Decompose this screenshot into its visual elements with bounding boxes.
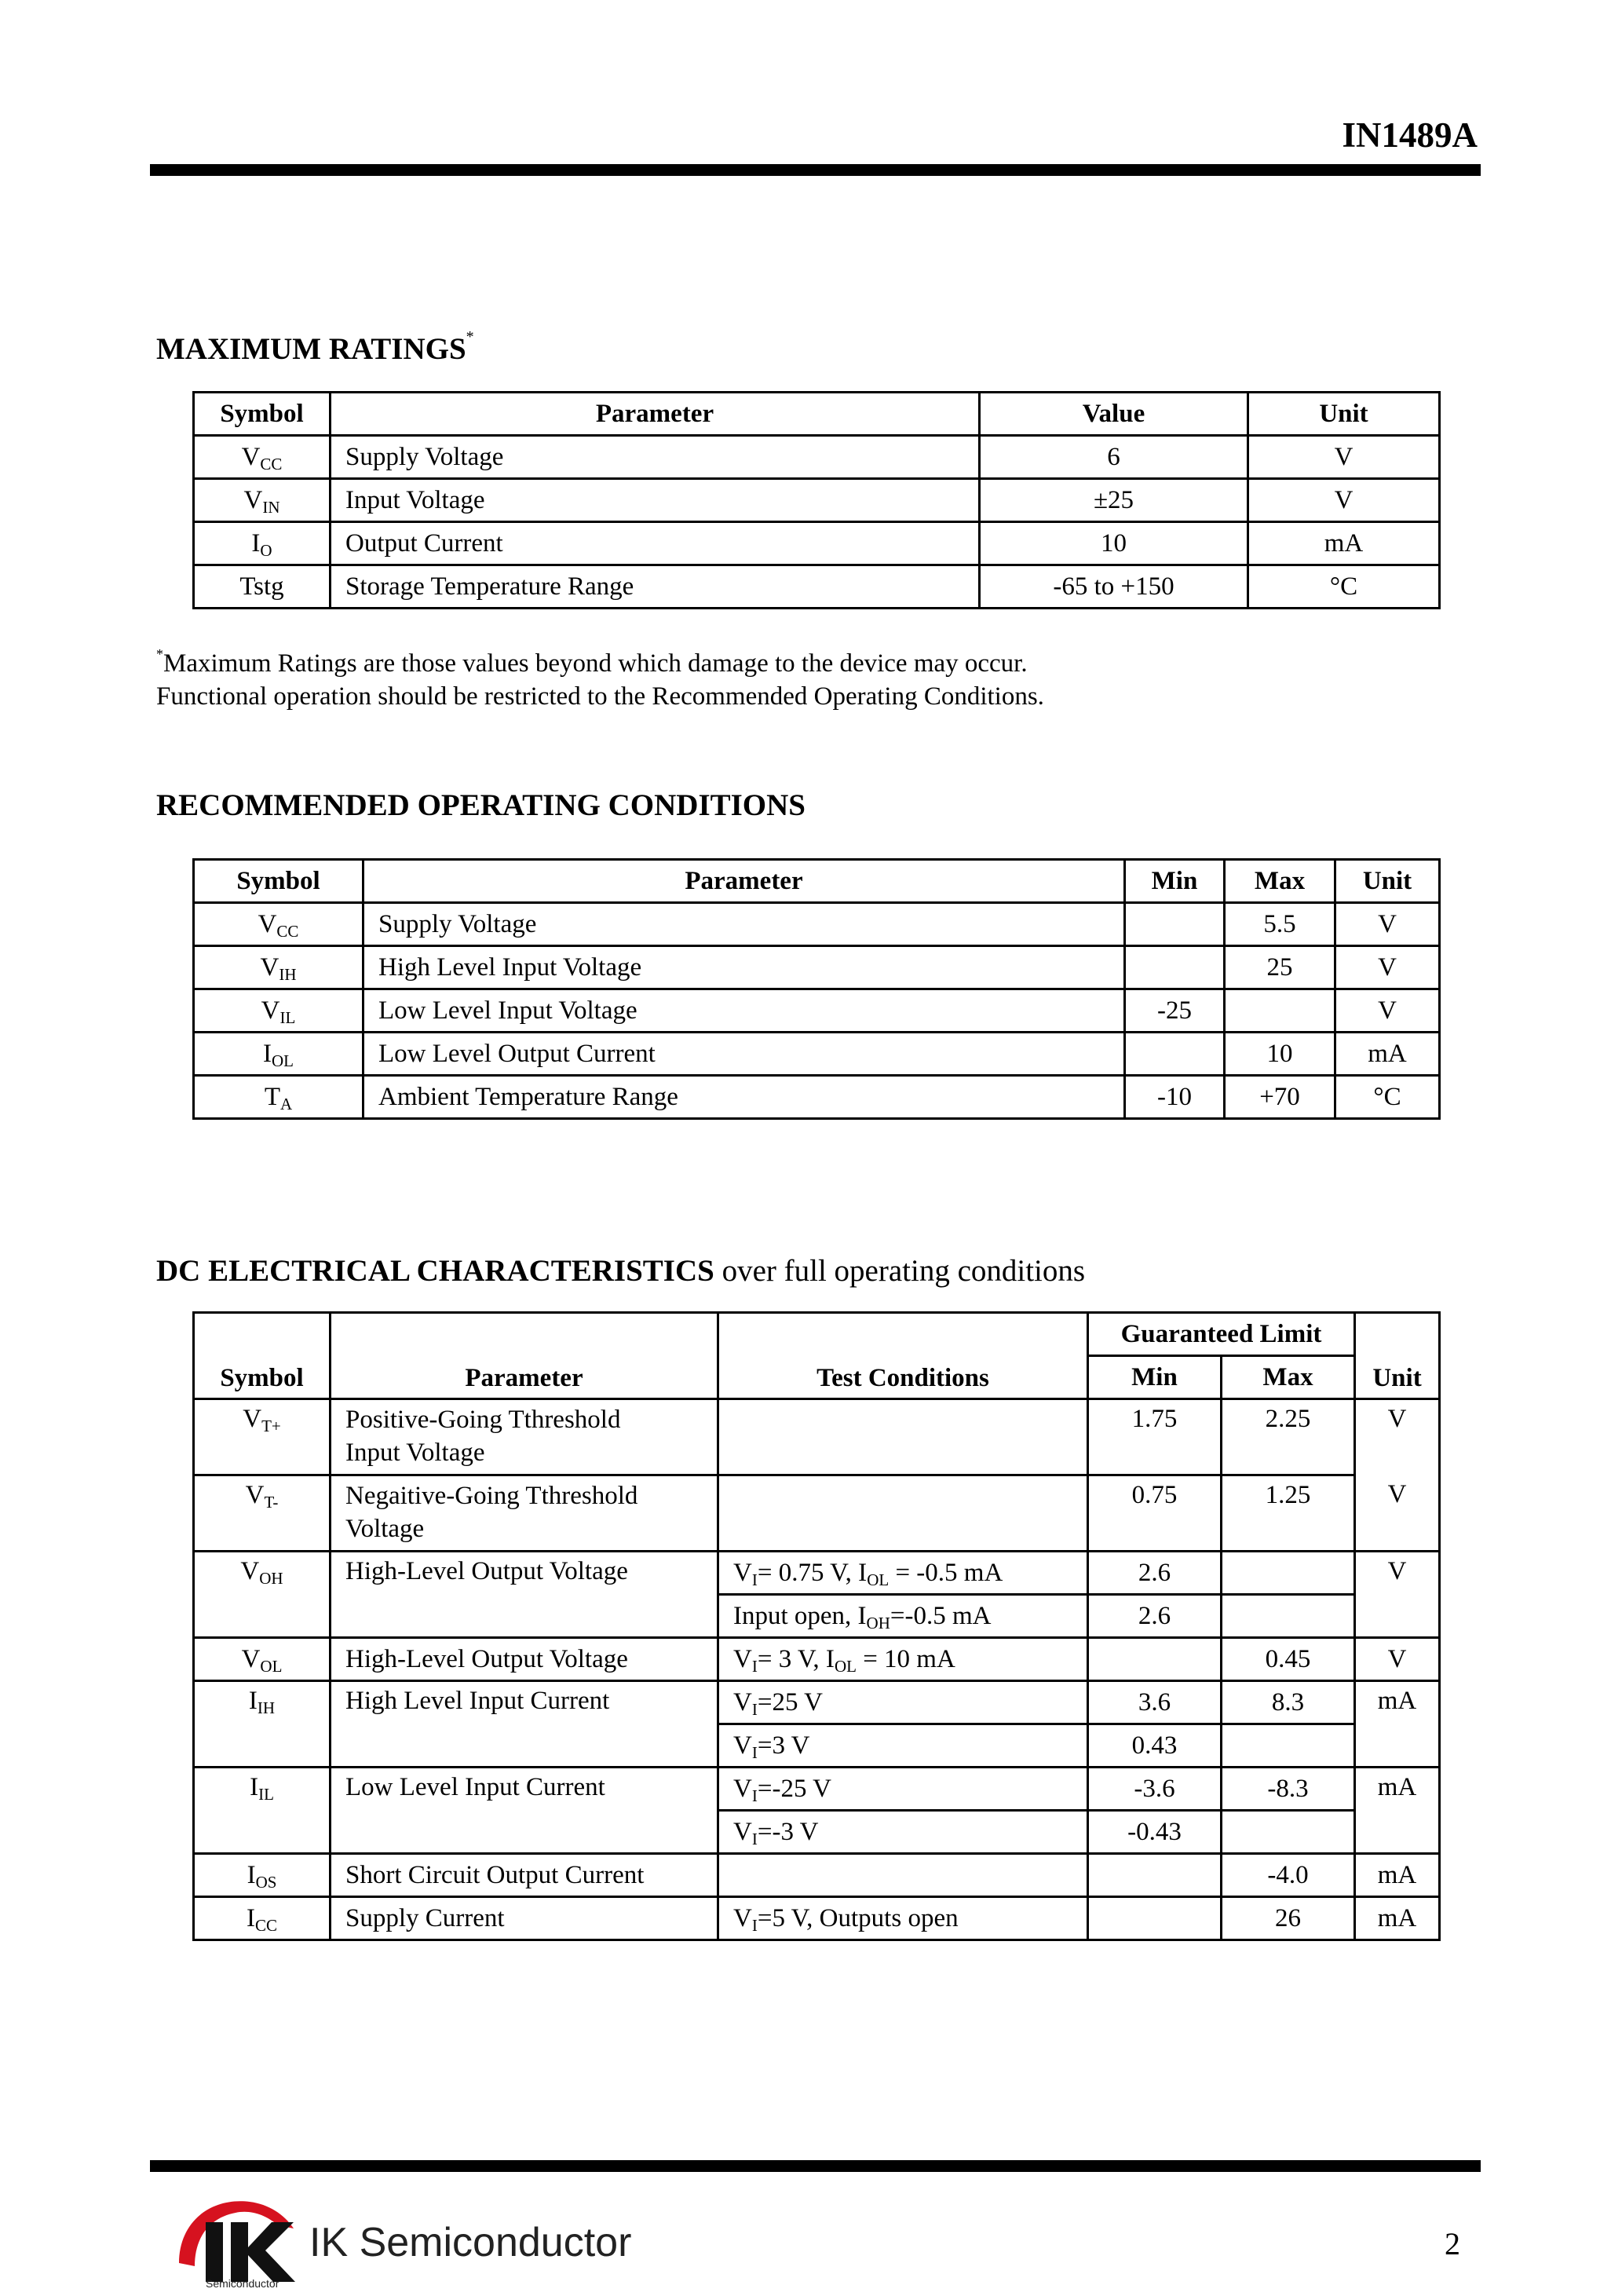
max-cell: 5.5 — [1225, 903, 1335, 946]
logo-subtext: Semiconductor — [206, 2277, 279, 2290]
max-ratings-footnote — [156, 638, 1044, 713]
max-cell: 26 — [1222, 1897, 1355, 1940]
min-cell: -0.43 — [1088, 1811, 1222, 1854]
unit-cell: V — [1355, 1475, 1440, 1552]
max-cell: 1.25 — [1222, 1475, 1355, 1552]
value-cell: ±25 — [980, 479, 1248, 522]
max-ratings-title-text: MAXIMUM RATINGS — [156, 332, 466, 366]
symbol-cell: $I_{CC}$ — [194, 1897, 331, 1940]
table-row — [194, 1854, 1440, 1897]
table-row — [194, 1399, 1440, 1475]
footnote-line-1: *Maximum Ratings are those values beyond which damage to the device may occur. — [156, 646, 1028, 678]
max-ratings-title-mark: * — [466, 328, 474, 345]
symbol-cell: $V_{T-}$ — [194, 1475, 331, 1552]
max-cell — [1222, 1552, 1355, 1595]
col-header-test-conditions: Test Conditions — [718, 1313, 1088, 1399]
table-row — [194, 989, 1440, 1033]
col-header-parameter: Parameter — [331, 1313, 718, 1399]
test-conditions-cell: $V_I=-25$ V — [718, 1768, 1088, 1811]
dc-title-bold: DC ELECTRICAL CHARACTERISTICS — [156, 1254, 714, 1288]
symbol-cell: $V_{CC}$ — [194, 903, 363, 946]
max-cell — [1225, 989, 1335, 1033]
max-cell — [1222, 1595, 1355, 1638]
unit-cell: mA — [1355, 1897, 1440, 1940]
min-cell — [1125, 946, 1225, 989]
max-ratings-title — [156, 328, 474, 367]
value-cell: -65 to +150 — [980, 565, 1248, 609]
max-cell: 10 — [1225, 1033, 1335, 1076]
logo-letter-i — [206, 2222, 223, 2282]
parameter-cell: High Level Input Current — [331, 1681, 718, 1768]
unit-cell: °C — [1248, 565, 1440, 609]
value-cell: 10 — [980, 522, 1248, 565]
max-cell: 2.25 — [1222, 1399, 1355, 1475]
col-header-max: Max — [1225, 860, 1335, 903]
unit-cell: V — [1248, 479, 1440, 522]
col-header-unit: Unit — [1248, 393, 1440, 436]
min-cell — [1125, 903, 1225, 946]
test-conditions-cell — [718, 1475, 1088, 1552]
parameter-cell: Supply Voltage — [363, 903, 1125, 946]
table-header-row — [194, 1313, 1440, 1356]
min-cell: -25 — [1125, 989, 1225, 1033]
unit-cell: mA — [1335, 1033, 1440, 1076]
value-cell: 6 — [980, 436, 1248, 479]
min-cell: 2.6 — [1088, 1552, 1222, 1595]
test-conditions-cell: Input open, $I_{OH}=-0.5$ mA — [718, 1595, 1088, 1638]
max-cell: 8.3 — [1222, 1681, 1355, 1724]
test-conditions-cell: $V_I=25$ V — [718, 1681, 1088, 1724]
table-row — [194, 1768, 1440, 1811]
min-cell: -3.6 — [1088, 1768, 1222, 1811]
table-row — [194, 1076, 1440, 1119]
test-conditions-cell: $V_I=5$ V, Outputs open — [718, 1897, 1088, 1940]
max-cell: -4.0 — [1222, 1854, 1355, 1897]
max-cell: +70 — [1225, 1076, 1335, 1119]
symbol-cell: $V_{IH}$ — [194, 946, 363, 989]
parameter-cell: Output Current — [331, 522, 980, 565]
footnote-line-2: Functional operation should be restricted to the Recommended Operating Conditions. — [156, 682, 1044, 711]
parameter-cell: Negaitive-Going Tthreshold Voltage — [331, 1475, 718, 1552]
unit-cell: °C — [1335, 1076, 1440, 1119]
col-header-parameter: Parameter — [331, 393, 980, 436]
col-header-min: Min — [1125, 860, 1225, 903]
part-number: IN1489A — [1342, 115, 1478, 155]
table-row — [194, 903, 1440, 946]
table-row — [194, 1638, 1440, 1681]
symbol-cell: $I_{OS}$ — [194, 1854, 331, 1897]
test-conditions-cell: $V_I=-3$ V — [718, 1811, 1088, 1854]
symbol-cell: $V_{T+}$ — [194, 1399, 331, 1475]
table-row — [194, 1475, 1440, 1552]
rec-conditions-table — [192, 858, 1441, 1120]
col-header-symbol: Symbol — [194, 860, 363, 903]
symbol-cell: $V_{OH}$ — [194, 1552, 331, 1638]
unit-cell: V — [1355, 1399, 1440, 1475]
test-conditions-cell: $V_I= 0.75$ V, $I_{OL} = -0.5$ mA — [718, 1552, 1088, 1595]
symbol-cell: $T_A$ — [194, 1076, 363, 1119]
col-header-unit: Unit — [1335, 860, 1440, 903]
symbol-cell: $V_{CC}$ — [194, 436, 331, 479]
unit-cell: V — [1335, 989, 1440, 1033]
min-cell — [1125, 1033, 1225, 1076]
parameter-cell: Supply Current — [331, 1897, 718, 1940]
table-header-row — [194, 393, 1440, 436]
symbol-cell: $I_{IH}$ — [194, 1681, 331, 1768]
min-cell — [1088, 1638, 1222, 1681]
test-conditions-cell — [718, 1854, 1088, 1897]
parameter-cell: High-Level Output Voltage — [331, 1552, 718, 1638]
col-header-guaranteed-limit: Guaranteed Limit — [1088, 1313, 1355, 1356]
col-header-symbol: Symbol — [194, 393, 331, 436]
unit-cell: mA — [1355, 1768, 1440, 1854]
max-cell — [1222, 1811, 1355, 1854]
symbol-cell: $I_{IL}$ — [194, 1768, 331, 1854]
parameter-cell: Low Level Input Voltage — [363, 989, 1125, 1033]
min-cell: 1.75 — [1088, 1399, 1222, 1475]
header-rule — [150, 164, 1481, 176]
test-conditions-cell: $V_I= 3$ V, $I_{OL} = 10$ mA — [718, 1638, 1088, 1681]
test-conditions-cell — [718, 1399, 1088, 1475]
max-ratings-table — [192, 391, 1441, 609]
table-row — [194, 1033, 1440, 1076]
parameter-cell: High Level Input Voltage — [363, 946, 1125, 989]
parameter-cell: Positive-Going Tthreshold Input Voltage — [331, 1399, 718, 1475]
symbol-cell: $I_O$ — [194, 522, 331, 565]
dc-characteristics-title — [156, 1253, 1085, 1289]
unit-cell: V — [1355, 1552, 1440, 1638]
col-header-parameter: Parameter — [363, 860, 1125, 903]
symbol-cell: $V_{OL}$ — [194, 1638, 331, 1681]
test-conditions-cell: $V_I=3$ V — [718, 1724, 1088, 1768]
unit-cell: mA — [1248, 522, 1440, 565]
unit-cell: V — [1335, 903, 1440, 946]
unit-cell: V — [1248, 436, 1440, 479]
table-row — [194, 946, 1440, 989]
table-row — [194, 436, 1440, 479]
min-cell — [1088, 1854, 1222, 1897]
min-cell: 0.75 — [1088, 1475, 1222, 1552]
footer-rule — [150, 2160, 1481, 2172]
parameter-cell: Supply Voltage — [331, 436, 980, 479]
table-row — [194, 1681, 1440, 1724]
parameter-cell: Low Level Output Current — [363, 1033, 1125, 1076]
dc-title-rest: over full operating conditions — [714, 1254, 1086, 1288]
unit-cell: mA — [1355, 1681, 1440, 1768]
min-cell: 0.43 — [1088, 1724, 1222, 1768]
max-cell: 0.45 — [1222, 1638, 1355, 1681]
unit-cell: mA — [1355, 1854, 1440, 1897]
table-row — [194, 479, 1440, 522]
logo-letter-k — [231, 2222, 295, 2282]
parameter-cell: Input Voltage — [331, 479, 980, 522]
col-header-unit: Unit — [1355, 1313, 1440, 1399]
parameter-cell: Storage Temperature Range — [331, 565, 980, 609]
col-header-symbol: Symbol — [194, 1313, 331, 1399]
table-row — [194, 522, 1440, 565]
table-row — [194, 565, 1440, 609]
symbol-cell: $V_{IN}$ — [194, 479, 331, 522]
max-cell: -8.3 — [1222, 1768, 1355, 1811]
max-cell — [1222, 1724, 1355, 1768]
table-header-row — [194, 860, 1440, 903]
dc-characteristics-table — [192, 1311, 1441, 1941]
unit-cell: V — [1335, 946, 1440, 989]
min-cell: -10 — [1125, 1076, 1225, 1119]
table-row — [194, 1897, 1440, 1940]
col-header-max: Max — [1222, 1356, 1355, 1399]
parameter-cell: High-Level Output Voltage — [331, 1638, 718, 1681]
unit-cell: V — [1355, 1638, 1440, 1681]
min-cell — [1088, 1897, 1222, 1940]
min-cell: 3.6 — [1088, 1681, 1222, 1724]
table-row — [194, 1552, 1440, 1595]
rec-conditions-title: RECOMMENDED OPERATING CONDITIONS — [156, 788, 806, 822]
parameter-cell: Short Circuit Output Current — [331, 1854, 718, 1897]
symbol-cell: Tstg — [194, 565, 331, 609]
parameter-cell: Low Level Input Current — [331, 1768, 718, 1854]
col-header-value: Value — [980, 393, 1248, 436]
col-header-min: Min — [1088, 1356, 1222, 1399]
logo-text: IK Semiconductor — [309, 2220, 632, 2265]
parameter-cell: Ambient Temperature Range — [363, 1076, 1125, 1119]
page-number: 2 — [1445, 2226, 1460, 2261]
max-cell: 25 — [1225, 946, 1335, 989]
symbol-cell: $I_{OL}$ — [194, 1033, 363, 1076]
min-cell: 2.6 — [1088, 1595, 1222, 1638]
symbol-cell: $V_{IL}$ — [194, 989, 363, 1033]
